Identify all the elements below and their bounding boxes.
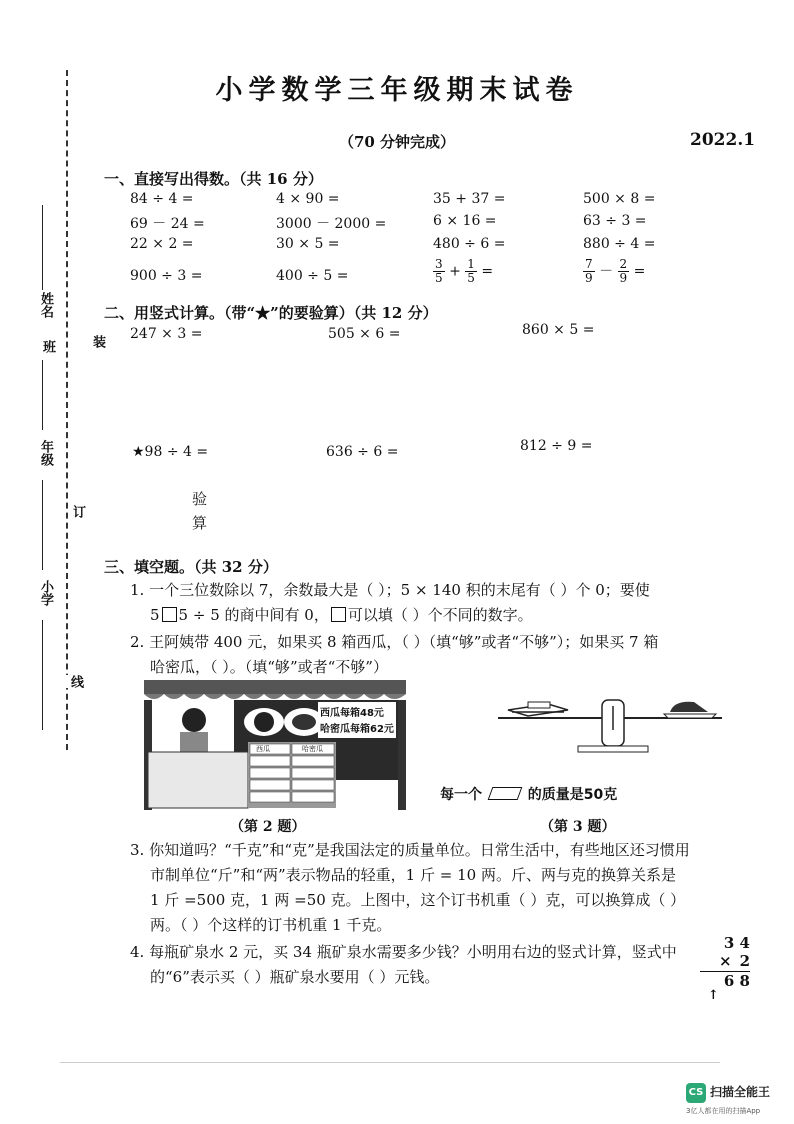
section-1-heading: 一、直接写出得数。（共 16 分） <box>104 170 323 188</box>
school-blank-line <box>42 620 44 730</box>
question-2-line-1: 2. 王阿姨带 400 元，如果买 8 箱西瓜，（ ）（填“够”或者“不够”）；如果买 7 箱 <box>130 633 659 651</box>
melon-price: 哈密瓜每箱62元 <box>320 724 394 735</box>
question-3-line-2: 市制单位“斤”和“两”表示物品的轻重，1 斤 = 10 两。斤、两与克的换算关系是 <box>150 866 676 884</box>
name-blank-line <box>42 205 44 290</box>
scanner-app-name: 扫描全能王 <box>710 1085 771 1099</box>
calc-item: 400 ÷ 5 = <box>276 268 349 284</box>
margin-label-xian: 线 <box>68 675 83 688</box>
calc-item: 6 × 16 = <box>433 213 497 229</box>
vertical-calc-item: 247 × 3 = <box>130 326 203 342</box>
calc-item: 30 × 5 = <box>276 236 340 252</box>
fraction: $\frac{2}{9}$ <box>619 257 628 285</box>
grade-blank-line <box>42 480 44 570</box>
scanner-slogan: 3亿人都在用的扫描App <box>686 1107 761 1115</box>
question-1-line-1: 1. 一个三位数除以 7，余数最大是（ ）；5 × 140 积的末尾有（ ）个 0；要使 <box>130 581 650 599</box>
section-2-heading: 二、用竖式计算。（带“★”的要验算）（共 12 分） <box>104 304 438 322</box>
box-label-melon: 哈密瓜 <box>302 745 323 753</box>
vertical-calc-item: 636 ÷ 6 = <box>326 444 399 460</box>
figure-2-caption: （第 2 题） <box>230 819 306 835</box>
margin-label-school: 小学 <box>38 580 53 606</box>
margin-label-grade: 年级 <box>38 440 53 466</box>
vertical-calc-item: 505 × 6 = <box>328 326 401 342</box>
fraction-calc-2: $\frac{7}{9}$ － $\frac{2}{9}$ = <box>585 257 646 285</box>
question-2-line-2: 哈密瓜，（ ）。（填“够”或者“不够”） <box>150 658 388 676</box>
blank-box <box>331 607 346 622</box>
section-3-heading: 三、填空题。（共 32 分） <box>104 558 278 576</box>
calc-item: 3000 － 2000 = <box>276 216 387 232</box>
calc-item: 480 ÷ 6 = <box>433 236 506 252</box>
fraction: $\frac{3}{5}$ <box>435 257 443 285</box>
question-4-line-1: 4. 每瓶矿泉水 2 元，买 34 瓶矿泉水需要多少钱？小明用右边的竖式计算，竖式中 <box>130 943 677 961</box>
box-label-watermelon: 西瓜 <box>256 745 270 753</box>
page-bottom-rule <box>60 1062 720 1063</box>
multiplicand: 3 4 <box>723 934 750 952</box>
scanner-logo-icon: CS <box>686 1083 706 1103</box>
fruit-stall-figure <box>144 680 406 810</box>
margin-label-class: 班 <box>40 340 55 353</box>
time-limit: （70 分钟完成） <box>338 133 456 151</box>
product: 6 8 <box>723 972 750 990</box>
calc-item: 35 + 37 = <box>433 191 506 207</box>
calc-item: 900 ÷ 3 = <box>130 268 203 284</box>
question-1-line-2: 5 5 ÷ 5 的商中间有 0， 可以填（ ）个不同的数字。 <box>150 606 533 624</box>
calc-item: 880 ÷ 4 = <box>583 236 656 252</box>
margin-label-ding: 订 <box>70 505 85 518</box>
check-label: 算 <box>192 514 208 532</box>
page-title: 小学数学三年级期末试卷 <box>215 75 579 106</box>
vertical-calc-item: ★98 ÷ 4 = <box>132 444 209 460</box>
question-4-line-2: 的“6”表示买（ ）瓶矿泉水要用（ ）元钱。 <box>150 968 440 986</box>
question-3-line-3: 1 斤 =500 克，1 两 =50 克。上图中，这个订书机重（ ）克，可以换算成（ ） <box>150 891 686 909</box>
figure-3-caption: （第 3 题） <box>540 819 616 835</box>
weight-block-icon <box>488 787 523 800</box>
margin-label-zhuang: 装 <box>90 335 105 348</box>
check-label: 验 <box>192 490 208 508</box>
calc-item: 22 × 2 = <box>130 236 194 252</box>
class-blank-line <box>42 360 44 430</box>
balance-scale-illustration <box>498 690 722 770</box>
binding-dashed-line <box>66 70 68 750</box>
calc-item: 63 ÷ 3 = <box>583 213 647 229</box>
fraction: $\frac{1}{5}$ <box>467 257 475 285</box>
vertical-calc-item: 860 × 5 = <box>522 322 595 338</box>
blank-box <box>162 607 177 622</box>
margin-label-name: 姓名 <box>38 292 53 318</box>
exam-date: 2022.1 <box>690 130 756 150</box>
calc-item: 4 × 90 = <box>276 191 340 207</box>
calc-item: 84 ÷ 4 = <box>130 191 194 207</box>
fruit-stall-illustration <box>144 680 406 810</box>
figure-3-note: 每一个 的质量是50克 <box>440 787 618 803</box>
vertical-multiplication <box>700 934 750 1002</box>
vertical-calc-item: 812 ÷ 9 = <box>520 438 593 454</box>
fraction-calc-1: $\frac{3}{5}$ + $\frac{1}{5}$ = <box>435 257 494 285</box>
fraction: $\frac{7}{9}$ <box>585 257 593 285</box>
multiplier-row: × 2 <box>700 952 750 972</box>
question-3-line-4: 两。（ ）个这样的订书机重 1 千克。 <box>150 916 392 934</box>
calc-item: 69 － 24 = <box>130 216 205 232</box>
question-3-line-1: 3. 你知道吗？“千克”和“克”是我国法定的质量单位。日常生活中，有些地区还习惯用 <box>130 841 690 859</box>
calc-item: 500 × 8 = <box>583 191 656 207</box>
arrow-up-icon: ↑ <box>708 988 719 1003</box>
watermelon-price: 西瓜每箱48元 <box>320 708 384 719</box>
balance-scale-figure <box>498 690 722 770</box>
